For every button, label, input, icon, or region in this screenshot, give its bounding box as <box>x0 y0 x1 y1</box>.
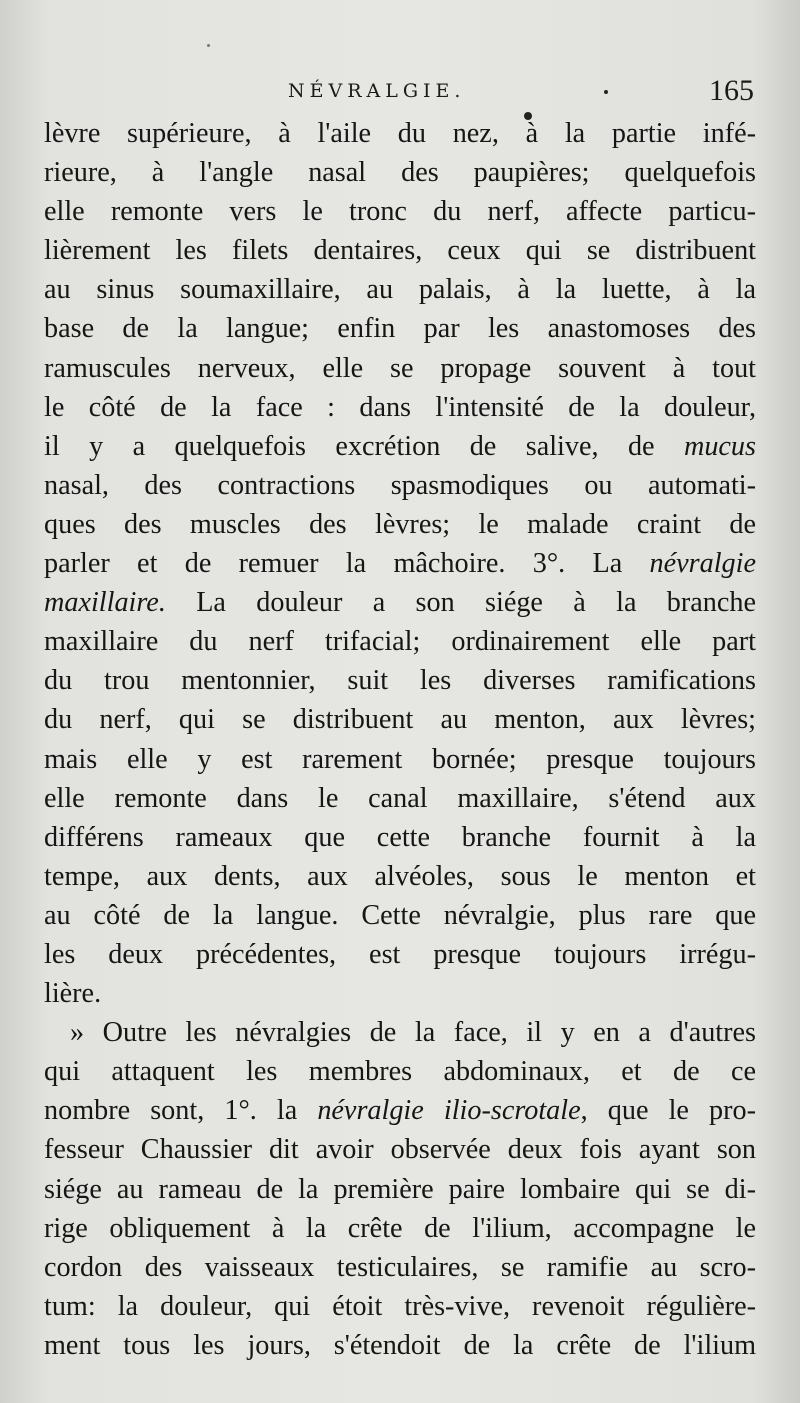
page-header <box>44 74 756 114</box>
line-text: ramuscules nerveux, elle se propage souvent à tout <box>44 352 756 384</box>
line-text: le côté de la face : dans l'intensité de la douleur, <box>44 391 756 423</box>
text-line <box>44 583 756 622</box>
line-text: rieure, à l'angle nasal des paupières; quelquefois <box>44 157 756 189</box>
line-text: lèvre supérieure, à l'aile du nez, à la partie infé- <box>44 118 756 149</box>
page-number: 165 <box>709 74 754 107</box>
text-line <box>44 740 756 779</box>
line-text: maxillaire du nerf trifacial; ordinairement elle part <box>44 626 756 658</box>
line-text: elle remonte vers le tronc du nerf, affecte particu- <box>44 196 756 228</box>
text-line <box>44 231 756 270</box>
line-text: La douleur a son siége à la branche <box>165 587 756 619</box>
line-text: cordon des vaisseaux testiculaires, se ramifie au scro- <box>44 1251 756 1283</box>
text-line <box>44 153 756 192</box>
text-line <box>44 349 756 388</box>
text-line <box>44 661 756 700</box>
line-text: rige obliquement à la crête de l'ilium, accompagne le <box>44 1212 756 1244</box>
text-line <box>44 857 756 896</box>
text-line <box>44 1013 756 1052</box>
line-text: mais elle y est rarement bornée; presque toujours <box>44 743 756 775</box>
italic-term: mucus <box>683 430 756 462</box>
line-text: du trou mentonnier, suit les diverses ramifications <box>44 665 756 697</box>
text-line <box>44 1170 756 1209</box>
line-text: lière. <box>44 978 102 1010</box>
text-line <box>44 466 756 505</box>
line-text: nasal, des contractions spasmodiques ou automati- <box>44 469 756 501</box>
text-line <box>44 622 756 661</box>
line-text: au côté de la langue. Cette névralgie, plus rare que <box>44 899 756 931</box>
text-line <box>44 505 756 544</box>
italic-term: maxillaire. <box>44 587 166 619</box>
text-line <box>44 700 756 739</box>
text-line <box>44 544 756 583</box>
line-text: ques des muscles des lèvres; le malade craint de <box>44 508 756 540</box>
italic-term: névralgie <box>649 548 756 580</box>
text-line <box>44 427 756 466</box>
line-text: lièrement les filets dentaires, ceux qui se distribuent <box>44 235 756 267</box>
line-text: fesseur Chaussier dit avoir observée deux fois ayant son <box>44 1134 756 1166</box>
text-line <box>44 935 756 974</box>
line-text: différens rameaux que cette branche fournit à la <box>44 821 756 853</box>
line-text: il y a quelquefois excrétion de salive, de <box>44 430 684 462</box>
text-line <box>44 388 756 427</box>
running-title: NÉVRALGIE. <box>288 80 466 102</box>
line-text: parler et de remuer la mâchoire. 3°. La <box>44 548 650 580</box>
text-line <box>44 1248 756 1287</box>
text-line <box>44 1091 756 1130</box>
line-text: nombre sont, 1°. la <box>44 1095 318 1127</box>
line-text: siége au rameau de la première paire lombaire qui se di- <box>44 1173 756 1205</box>
text-line <box>44 192 756 231</box>
text-line <box>44 309 756 348</box>
line-text: , que le pro- <box>580 1095 756 1127</box>
line-text: elle remonte dans le canal maxillaire, s'étend aux <box>44 782 756 814</box>
text-line <box>44 114 756 153</box>
line-text: base de la langue; enfin par les anastomoses des <box>44 313 756 345</box>
line-text: du nerf, qui se distribuent au menton, aux lèvres; <box>44 704 756 736</box>
text-line <box>44 974 756 1013</box>
ink-speck <box>207 44 210 47</box>
line-text: ment tous les jours, s'étendoit de la crête de l'ilium <box>44 1329 756 1361</box>
text-line <box>44 818 756 857</box>
text-line <box>44 779 756 818</box>
text-line <box>44 1326 756 1365</box>
line-text: les deux précédentes, est presque toujours irrégu- <box>44 938 756 970</box>
line-text: au sinus soumaxillaire, au palais, à la luette, à la <box>44 274 756 306</box>
line-text: » Outre les névralgies de la face, il y en a d'autres <box>70 1017 756 1049</box>
text-line <box>44 1130 756 1169</box>
italic-term: névralgie ilio-scrotale <box>317 1095 581 1127</box>
line-text: qui attaquent les membres abdominaux, et de ce <box>44 1056 756 1088</box>
text-line <box>44 1052 756 1091</box>
line-text: tum: la douleur, qui étoit très-vive, revenoit régulière- <box>44 1290 756 1322</box>
text-line <box>44 1287 756 1326</box>
body-text <box>44 114 756 1365</box>
text-line <box>44 270 756 309</box>
text-line <box>44 1209 756 1248</box>
text-line <box>44 896 756 935</box>
line-text: tempe, aux dents, aux alvéoles, sous le menton et <box>44 860 756 892</box>
